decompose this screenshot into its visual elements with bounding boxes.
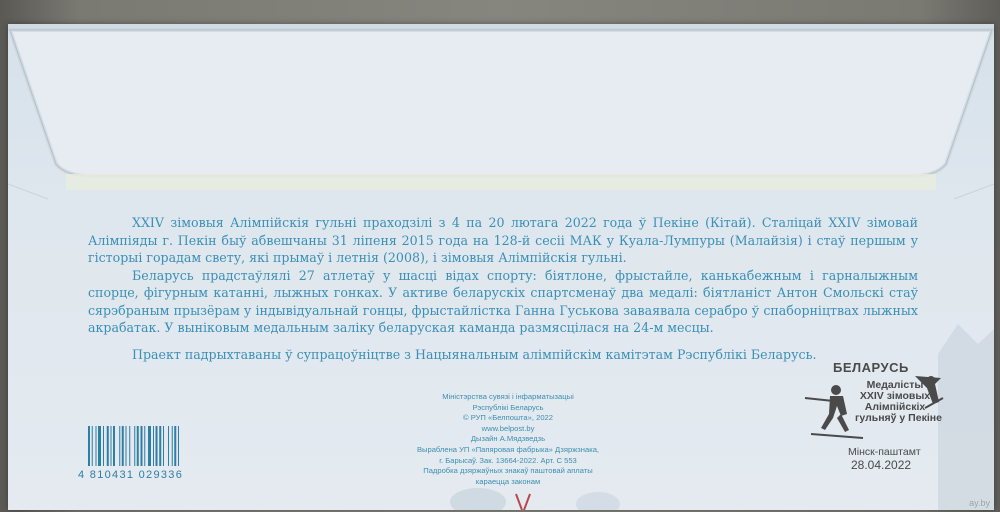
barcode-graphic [86,426,216,466]
description-text [88,214,918,363]
glue-strip [66,174,936,190]
postmark-title-line: Алімпійскіх [864,401,926,413]
imprint-line: Рэспублікі Беларусь [472,402,544,412]
imprint-line: Дызайн А.Мядзведзь [470,434,546,444]
imprint-line: караецца законам [475,476,541,486]
paragraph-olympics: XXIV зімовыя Алімпійскія гульні праходзілі з 4 па 20 лютага 2022 года ў Пекіне (Кітай). Сталіцай XXIV зімовай Алімпіяды г. Пекін быў абвешчаны 31 ліпеня 2015 года на 128-й сесіі МАК у Куала-Лумпуры (Малайзія) і стаў першым у гісторыі горадам свету, які прымаў і летнія (2008), і зімовыя Алімпійскія гульні. [88,215,918,265]
imprint-line: www.belpost.by [481,423,535,433]
postmark-title-line: XXIV зімовых [859,390,931,402]
paragraph-project: Праект падрыхтаваны ў супрацоўніцтве з Нацыянальным алімпійскім камітэтам Рэспублікі Беларусь. [132,346,817,362]
paragraph-belarus-team: Беларусь прадстаўлялі 27 атлетаў у шасці відах спорту: біятлоне, фрыстайле, канькабежным і гарналыжным спорце, фігурным катанні, лыжных гонках. У активе беларускіх спартсменаў два медалі: біятланіст Антон Смольскі стаў сярэбраным прызёрам у індывідуальнай гонцы, фрыстайлістка Ганна Гуськова заваявала серабро ў спаборніцтвах лыжных акрабатак. У выніковым медальным заліку беларуская каманда размясцілася на 24-м месцы. [88,267,918,335]
imprint-line: Падробка дзяржаўных знакаў паштовай аплаты [423,466,593,476]
postmark-date: 28.04.2022 [851,458,912,472]
envelope-back [8,24,994,510]
imprint-block [403,392,613,487]
imprint-line: г. Барысаў. Зак. 13664-2022. Арт. С 553 [439,455,577,465]
imprint-line: Міністэрства сувязі і інфарматызацыі [442,392,574,401]
flap-shape [10,30,992,176]
postmark-place: Мінск-паштамт [848,446,921,458]
postmark-title-line: гульняў у Пекіне [855,412,942,424]
postmark-title [855,379,942,424]
watermark: ay.by [969,498,990,508]
postmark-country: БЕЛАРУСЬ [833,360,909,375]
imprint-line: Выраблена УП «Папяровая фабрыка» Дзяржзнака, [416,444,600,454]
barcode-number: 4 810431 029336 [78,469,184,481]
imprint-line: © РУП «Белпошта», 2022 [463,413,553,423]
postmark-cancellation [803,358,963,472]
postmark-title-line: Медалісты [866,379,924,391]
